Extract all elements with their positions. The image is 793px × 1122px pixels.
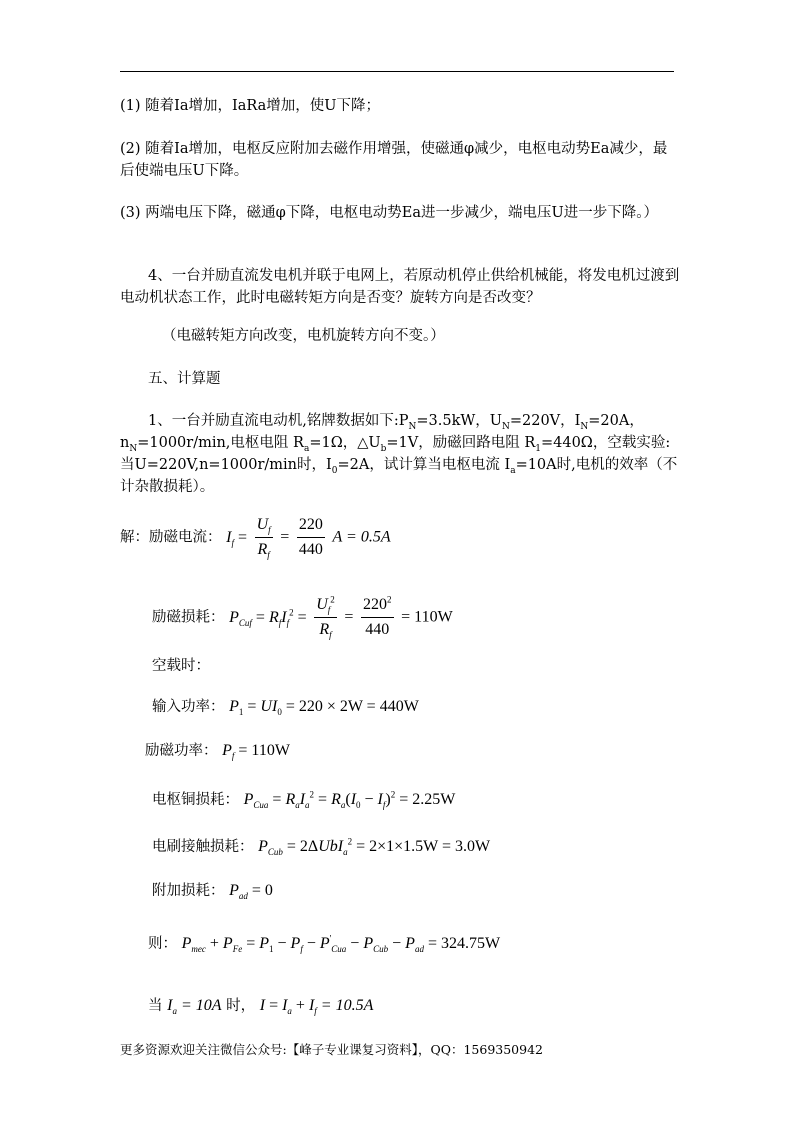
answer-2: (2) 随着Ia增加，电枢反应附加去磁作用增强，使磁通φ减少，电枢电动势Ea减少，最后使端电压U下降。 [120,141,668,179]
problem-line-1: 1、一台并励直流电动机,铭牌数据如下$:P_N=3.5kW$，$U_N=220V$，$I_N=20A$， [148,413,644,432]
armature-copper-loss-equation: 电枢铜损耗： $P_{Cua} = R_aI_a^2 = R_a(I_0 - I_f)^2 = 2.25W$ [152,789,456,811]
brush-contact-loss-equation: 电刷接触损耗： $P_{Cub} = 2\Delta UbI_a^2 = 2\times 1\times 1.5W = 3.0W$ [152,836,491,858]
header-rule [120,71,674,72]
input-power-equation: 输入功率： $P_1 = UI_0 = 220 \times 2W = 440W$ [152,698,419,718]
question-4: 4、一台并励直流发电机并联于电网上，若原动机停止供给机械能，将发电机过渡到电动机状态工作，此时电磁转矩方向是否变？旋转方向是否改变？ [120,268,680,306]
excitation-power-equation: 励磁功率： $P_f = 110W$ [145,742,290,762]
answer-1: (1) 随着Ia增加，IaRa增加，使U下降； [120,98,381,114]
total-current-equation: 当 $I_a = 10A$ 时， $I = I_a + I_f = 10.5A$ [148,997,374,1017]
excitation-current-equation: 解：励磁电流： $I_f$ = $\frac{U_f}{R_f}$ = $\frac{220}{440}$ A = 0.5A [120,516,391,561]
problem-line-2: $n_N=1000r/\min$,电枢电阻 $R_a=1\Omega$，$\triangle U_b=1V$，励磁回路电阻 $R_1=440\Omega$，空载实验: [120,435,671,454]
answer-3: (3) 两端电压下降，磁通φ下降，电枢电动势Ea进一步减少，端电压U进一步下降。） [120,205,658,221]
mechanical-iron-loss-equation: 则： $P_{mec} + P_{Fe} = P_1 - P_f - P'_{Cua} - P_{Cub} - P_{ad} = 324.75W$ [148,933,501,955]
excitation-loss-equation: 励磁损耗： $P_{Cuf} = R_fI_f^2$ = $\frac{U_f^2}{R_f}$ = $\frac{220^2}{440}$ = 110W [152,594,453,641]
section-title: 五、计算题 [148,371,221,387]
problem-line-4: 计杂散损耗）。 [120,479,215,495]
no-load-heading: 空载时： [152,658,210,674]
question-4-answer: （电磁转矩方向改变，电机旋转方向不变。） [162,328,445,344]
problem-line-3: 当U=220V,n=1000r/min时，$I_0=2A$，试计算当电枢电流 $I_a=10A$时,电机的效率（不 [120,457,678,476]
footer-promo: 更多资源欢迎关注微信公众号:【峰子专业课复习资料】，QQ：1569350942 [120,1042,543,1057]
additional-loss-equation: 附加损耗： $P_{ad} = 0$ [152,882,273,902]
